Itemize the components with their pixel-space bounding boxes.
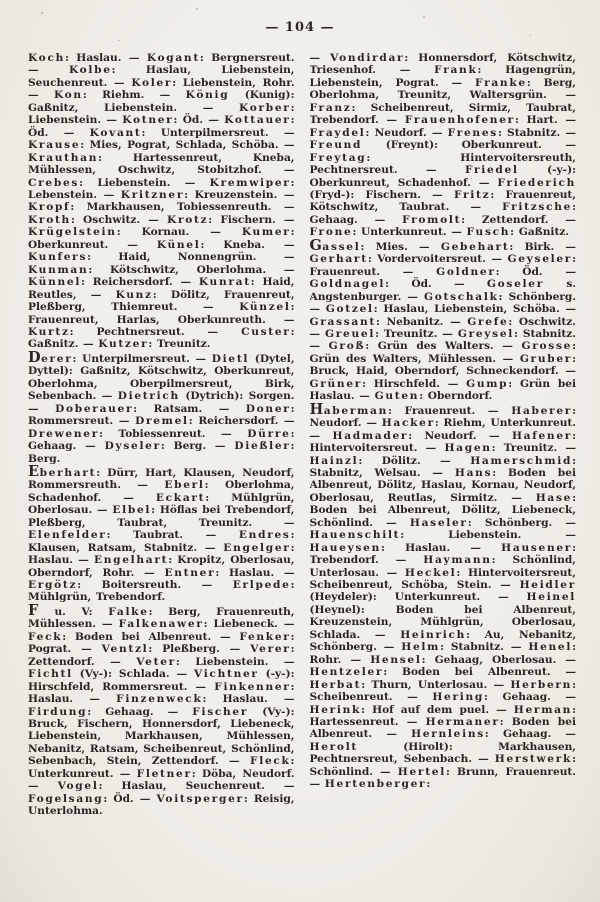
entry-text: : Grün des Walters. — xyxy=(365,340,522,353)
right-column xyxy=(310,52,577,894)
entry-text: : Kneba. — xyxy=(200,238,295,251)
entry-text: : Frauenreut. — xyxy=(387,404,512,417)
entry-text: : Reisig, Unterlohma. xyxy=(28,792,295,818)
surname: Herink xyxy=(309,703,362,716)
surname: Dürre xyxy=(247,427,291,440)
entry-text: : Boden bei Albenreut, Dölitz, Haslau, Kornau, Neudorf, Oberlosau, Reutlas, Sirmitz. — xyxy=(309,466,576,504)
surname: Drewener xyxy=(28,427,99,440)
entry-text: : Boden bei Albenreut. — xyxy=(62,630,240,643)
entry-text: : Mühlgrün, Oberlosau. — xyxy=(28,491,295,517)
surname: Falkenawer xyxy=(118,618,204,631)
surname: Fritz xyxy=(453,188,491,201)
surname: Gump xyxy=(466,377,509,390)
entry-text: : Öd. — xyxy=(495,265,576,278)
entry-text: : Dölitz. — xyxy=(358,454,471,467)
entry-text: : Haslau. — xyxy=(215,566,295,579)
entry-text: : Klausen, Ratsam, Stabnitz. — xyxy=(28,529,295,554)
entry-text: s. Angstenburger. — xyxy=(309,278,576,303)
surname: Entner xyxy=(164,566,216,579)
surname: Greuel xyxy=(325,327,376,340)
surname: Finzenweck xyxy=(116,693,203,706)
entry-text: : Öd. — xyxy=(103,792,157,805)
surname: Hagen xyxy=(444,442,492,455)
surname: Freytag xyxy=(309,151,367,164)
entry-text: (Freynt): Oberkunreut. — xyxy=(362,139,576,152)
surname: Hering xyxy=(432,691,484,704)
scan-speckle xyxy=(423,16,425,18)
surname: Heidler xyxy=(519,579,576,592)
surname: Dietrich xyxy=(117,390,180,403)
entry-text: : Kropitz, Oberlosau, Oberndorf, Rohr. — xyxy=(28,554,295,579)
entry-text: : Boden bei Albenreut. — xyxy=(383,666,576,679)
surname: Kogant xyxy=(146,52,200,64)
entry-text: (Dytrich): Sorgen. — xyxy=(28,390,295,415)
index-paragraph xyxy=(309,236,577,403)
surname: Ergötz xyxy=(28,579,78,592)
entry-text: : Stabnitz, Welsau. — xyxy=(309,454,576,479)
entry-text: : Haslau. — xyxy=(380,541,502,554)
surname: Heckel xyxy=(404,566,457,579)
entry-text: : Treunitz. — xyxy=(491,442,576,455)
surname: Falke xyxy=(108,605,149,618)
surname: Freund xyxy=(309,139,363,152)
surname: Kunrat xyxy=(198,276,251,289)
entry-text: : Oberndorf. xyxy=(419,390,493,403)
surname: Goseler xyxy=(486,278,544,291)
surname: Krauthan xyxy=(28,151,99,164)
surname: Eckart xyxy=(155,491,206,504)
surname: Kurtz xyxy=(28,325,70,338)
surname: Hase xyxy=(535,491,573,504)
entry-text: : Dürr, Hart, Klausen, Neudorf, Rommersreuth. — xyxy=(28,466,295,492)
entry-text: : Zettendorf. — xyxy=(28,643,295,668)
surname: Doner xyxy=(245,402,291,415)
surname: Kropf xyxy=(28,201,71,214)
surname: Dyseler xyxy=(104,440,161,453)
surname: Kremwiper xyxy=(209,176,291,189)
entry-text: (Kunig): Gaßnitz, Liebenstein. — xyxy=(28,89,295,114)
surname: Kunman xyxy=(28,263,89,276)
surname: Frone xyxy=(309,226,353,239)
entry-text: : Haid, Reutles, — xyxy=(28,276,295,301)
entry-text: : Neudorf. — xyxy=(408,429,512,442)
entry-text: : Gehaag. — xyxy=(28,427,295,453)
surname: Engelhart xyxy=(93,554,169,567)
surname: Kotner xyxy=(122,114,174,127)
entry-text: : Scheibenreut. — xyxy=(309,678,576,704)
surname: Elbel xyxy=(112,504,152,517)
surname: Erlpede xyxy=(232,579,291,592)
surname: Hafener xyxy=(511,429,573,442)
entry-text: : Hintervoitersreut. — xyxy=(309,429,576,455)
entry-text: (Vy-): Bruck, Fischern, Honnersdorf, Liebeneck, Liebenstein, Markhausen, Mühlessen, Nebanitz, Ratsam, Scheibenreut, Schönlind, Sebenbach, Stein, Zettendorf. — xyxy=(28,705,295,768)
entry-text: : Berg, Frauenreuth, Mühlessen. — xyxy=(28,605,295,631)
entry-text: : Unterpilmersreut. — xyxy=(72,352,212,365)
entry-text: : Rommersreut. — xyxy=(28,402,295,428)
surname: Vondirdar xyxy=(330,52,405,64)
section-initial: H xyxy=(309,400,324,418)
surname: Firdung xyxy=(28,705,88,718)
entry-text: : Lebenstein. — xyxy=(28,176,295,201)
entry-text: : Frauenreut. — xyxy=(309,253,576,278)
entry-text: : Gehaag. — xyxy=(309,201,576,226)
entry-text: : Hartessenreut. — xyxy=(309,703,576,729)
surname: Krotz xyxy=(167,213,209,226)
surname: Kolbe xyxy=(68,64,112,77)
entry-text: : Berg, Oberlohma, Treunitz, Waltersgrün. — xyxy=(309,76,576,102)
entry-text: : Reichersdorf. — xyxy=(81,276,199,289)
entry-text: : Boden bei Albenreut, Dölitz, Liebeneck, Schönlind. — xyxy=(309,491,576,529)
entry-text: : Kreuzenstein. — xyxy=(184,188,295,201)
entry-text: : Au, Nebanitz, Schönberg. — xyxy=(309,628,576,654)
entry-text: : Hart. — xyxy=(514,114,576,127)
entry-text: (Dytel, Dyttel): Gaßnitz, Kötschwitz, Oberkunreut, Oberlohma, Oberpilmersreut, Birk, Sebenbach. — xyxy=(28,352,295,403)
entry-text: : Mies. — xyxy=(360,240,441,253)
surname: Frauenhofener xyxy=(404,114,515,127)
surname: Finkenner xyxy=(214,680,291,693)
surname: Haueysen xyxy=(309,541,381,554)
entry-text: : Neudorf. — xyxy=(309,404,576,430)
entry-text: : Gaßnitz. — xyxy=(28,325,295,351)
entry-text: : Brunn, Frauenreut. — xyxy=(309,765,576,791)
surname: Kroth xyxy=(28,213,71,226)
surname: Engelger xyxy=(223,541,291,554)
surname: Goldner xyxy=(436,265,496,278)
surname: Fenker xyxy=(239,630,291,643)
entry-text: : Hintervoitersreuth, Pechtnersreut. — xyxy=(309,151,576,177)
entry-text: : Haid, Nonnengrün. — xyxy=(87,251,295,264)
entry-text: : Oschwitz. — xyxy=(309,315,576,340)
entry-text: — xyxy=(309,52,331,64)
entry-text: : Öd. — xyxy=(28,114,295,139)
surname: Koch xyxy=(28,52,65,64)
entry-text: : Hof auf dem puel. — xyxy=(361,703,514,716)
entry-text: : Ratsam. — xyxy=(133,402,246,415)
surname: Herbern xyxy=(510,678,573,691)
surname: Veter xyxy=(136,655,176,668)
entry-text: : Liebenstein. — xyxy=(28,101,295,127)
entry-text: : Markhausen, Tobiessenreuth. — xyxy=(70,201,295,214)
surname: Gebehart xyxy=(440,240,510,253)
entry-text: : Pograt. — xyxy=(28,630,295,656)
entry-text: : Grün des Walters, Mühlessen. — xyxy=(309,340,576,365)
entry-text: : Boden bei Albenreut. — xyxy=(309,716,576,741)
entry-text: : Schönberg. — xyxy=(309,290,576,316)
surname: Verer xyxy=(250,643,291,656)
surname: Geyseler xyxy=(507,253,573,266)
surname: Grosse xyxy=(521,340,573,353)
entry-text: (Heynel): Boden bei Albenreut, Kreuzenstein, Mühlgrün, Oberlosau, Schlada. — xyxy=(309,603,576,641)
surname: Haymann xyxy=(423,554,492,567)
entry-text: : Liebeneck. — xyxy=(203,618,295,631)
scan-speckle xyxy=(196,8,198,10)
two-column-text-block xyxy=(28,52,576,894)
surname: Krause xyxy=(28,139,81,152)
surname: Kunz xyxy=(115,288,153,301)
surname: Endres xyxy=(238,529,291,542)
surname: Doberauer xyxy=(55,402,134,415)
surname: Hentzeler xyxy=(309,666,384,679)
surname: Fichtl xyxy=(28,668,73,681)
index-paragraph xyxy=(310,52,577,239)
surname: Fraydel xyxy=(309,126,366,139)
entry-text: : Stabnitz. — xyxy=(309,327,576,353)
surname: Franz xyxy=(309,101,352,114)
entry-text: : Stabnitz. — xyxy=(497,126,576,139)
surname: Fritzsche xyxy=(502,201,573,214)
entry-text: : Gehaag. — xyxy=(484,728,576,741)
entry-text: : Grün bei Haslau. — xyxy=(309,377,576,403)
entry-text: : Kornau. — xyxy=(116,226,242,239)
left-column xyxy=(28,52,295,894)
surname: erer xyxy=(41,352,73,365)
entry-text: : Riehm. — xyxy=(82,89,186,102)
surname: Korber xyxy=(239,101,291,114)
entry-text: : Unterpilmersreut. — xyxy=(141,126,295,139)
surname: Friederich xyxy=(497,176,576,189)
surname: Goldnagel xyxy=(309,278,386,291)
entry-text: : Höflas bei Trebendorf, Pleßberg, Taubrat, Treunitz. — xyxy=(28,504,295,529)
surname: Fleck xyxy=(250,755,291,768)
entry-text: : Berg. xyxy=(28,440,295,465)
surname: Voitsperger xyxy=(156,792,244,805)
entry-text: : Haslau. — xyxy=(28,680,295,706)
entry-text: : Oschwitz. — xyxy=(70,213,168,226)
entry-text: : Liebenstein. — xyxy=(400,529,576,542)
surname: Kottauer xyxy=(224,114,291,127)
entry-text: : Öd. — xyxy=(173,114,225,127)
entry-text: : Riehm, Unterkunreut. — xyxy=(309,417,576,442)
surname: aberman xyxy=(323,404,388,417)
surname: Gruber xyxy=(519,352,573,365)
surname: Hamerschmid xyxy=(470,454,573,467)
surname: Henel xyxy=(528,641,573,654)
entry-text: (Fryd-): Fischern. — xyxy=(309,188,454,201)
surname: Künzel xyxy=(239,301,291,314)
surname: Eberl xyxy=(164,479,205,492)
surname: Groß xyxy=(328,340,366,353)
surname: Haseler xyxy=(409,516,468,529)
entry-text: : Fischern. — xyxy=(208,213,295,226)
entry-text: : Haslau, Liebenstein, Schöba. — xyxy=(373,303,576,316)
surname: Ventzl xyxy=(101,643,149,656)
entry-text: (Heydeler): Unterkunreut. — xyxy=(309,591,527,604)
surname: Custer xyxy=(241,325,291,338)
entry-text: : Pleßberg. — xyxy=(148,643,251,656)
entry-text: : Gehaag. — xyxy=(483,691,576,704)
entry-text: : Liebenstein, Rohr. — xyxy=(28,76,295,102)
entry-text: : Unterkunreut. — xyxy=(28,755,295,780)
section-initial: E xyxy=(28,462,40,480)
surname: Gotschalk xyxy=(423,290,499,303)
surname: Hertel xyxy=(397,765,446,778)
entry-text: (Vy-): Schlada. — xyxy=(72,668,194,681)
entry-text: : Birk. — xyxy=(509,240,576,253)
entry-text: : Haslau, Seuchenreut. — xyxy=(98,780,295,793)
surname: Fromolt xyxy=(402,213,462,226)
surname: assel xyxy=(322,240,361,253)
entry-text: : Berg. — xyxy=(160,440,235,453)
surname: Hacker xyxy=(381,417,435,430)
surname: Franke xyxy=(475,76,527,89)
surname: Grefe xyxy=(467,315,509,328)
surname: König xyxy=(185,89,230,102)
surname: Grüner xyxy=(309,377,363,390)
surname: Kunfers xyxy=(28,251,88,264)
surname: Herman xyxy=(513,703,573,716)
entry-text: : Unterkunreut. — xyxy=(352,226,467,239)
entry-text: : Treunitz. — xyxy=(375,327,458,340)
entry-text: : Mühlgrün, Trebendorf. xyxy=(28,579,295,604)
entry-text: : Gehaag, Oberlosau. — xyxy=(421,653,576,666)
entry-text: : Kötschwitz, Oberlohma. — xyxy=(88,263,295,276)
surname: Crebes xyxy=(28,176,80,189)
entry-text: (Hirolt): Markhausen, Pechtnersreut, Sebenbach. — xyxy=(309,740,576,766)
entry-text: (-y-): Hirschfeld, Rommersreut. — xyxy=(28,668,295,693)
surname: Guten xyxy=(374,390,420,403)
entry-text: : Schönlind. — xyxy=(309,753,576,778)
surname: Hadmader xyxy=(332,429,409,442)
scan-speckle xyxy=(41,12,43,14)
entry-text: u. V: xyxy=(38,605,109,618)
entry-text: : Vordervoitersreut. — xyxy=(367,253,508,266)
index-paragraph xyxy=(28,601,295,818)
entry-text: : Tobiessenreut. — xyxy=(99,427,248,440)
entry-text: : Pechtnersreut. — xyxy=(69,325,242,338)
entry-text: : Taubrat. — xyxy=(106,529,239,542)
entry-text: : Gehaag. — xyxy=(87,705,193,718)
surname: Herstwerk xyxy=(494,753,573,766)
surname: Vichtner xyxy=(193,668,259,681)
surname: Hainzl xyxy=(309,454,359,467)
section-initial: F xyxy=(28,601,39,619)
surname: Koler xyxy=(131,76,173,89)
surname: berhart xyxy=(39,466,97,479)
surname: Dremel xyxy=(135,415,189,428)
page-number: — 104 — xyxy=(265,20,335,35)
entry-text: : Öd. — xyxy=(385,278,487,291)
entry-text: : Boitersreuth. — xyxy=(77,579,233,592)
surname: Gerhart xyxy=(309,253,368,266)
surname: Kritzner xyxy=(120,188,185,201)
surname: Vogel xyxy=(57,780,99,793)
surname: Fusch xyxy=(466,226,511,239)
section-initial: D xyxy=(28,348,42,366)
entry-text: : Oberlohma, Schadenhof. — xyxy=(28,479,295,504)
surname: Hertenberger xyxy=(324,778,427,791)
entry-text: : Hagengrün, Liebenstein, Pograt. — xyxy=(309,64,576,89)
surname: Fischer xyxy=(192,705,249,718)
index-paragraph xyxy=(28,52,295,351)
entry-text: : Mies, Pograt, Schlada, Schöba. — xyxy=(80,139,295,152)
entry-text: : Treunitz. xyxy=(148,338,211,351)
surname: Kumer xyxy=(241,226,291,239)
entry-text: : Hintervoitersreut, Scheibenreut, Schöba, Stein. — xyxy=(309,566,576,592)
surname: Kovant xyxy=(89,126,142,139)
index-paragraph xyxy=(28,462,295,604)
surname: Hernleins xyxy=(411,728,485,741)
surname: Herolt xyxy=(309,740,359,753)
entry-text: : Liebenstein. — xyxy=(175,655,295,668)
surname: Greysel xyxy=(457,327,514,340)
entry-text: : Haslau, Liebenstein, Seuchenreut. — xyxy=(28,64,295,89)
surname: Dietl xyxy=(211,352,250,365)
surname: Gotzel xyxy=(325,303,374,316)
surname: Künnel xyxy=(28,276,82,289)
entry-text: : Hirschfeld. — xyxy=(362,377,467,390)
surname: Friedel xyxy=(464,164,519,177)
surname: Hausener xyxy=(501,541,573,554)
index-paragraph xyxy=(309,400,577,791)
surname: Frank xyxy=(434,64,478,77)
surname: Fletner xyxy=(136,767,192,780)
scan-speckle xyxy=(530,34,531,36)
entry-text: (-y-): Oberkunreut, Schadenhof. — xyxy=(309,164,576,189)
surname: Hermaner xyxy=(425,716,500,729)
surname: Krügelstein xyxy=(28,226,117,239)
surname: Grassant xyxy=(309,315,376,328)
entry-text: : Trebendorf. — xyxy=(309,541,576,567)
surname: Heinel xyxy=(526,591,576,604)
entry-text: : Gaßnitz. xyxy=(510,226,570,239)
surname: Helm xyxy=(401,641,441,654)
index-paragraph xyxy=(28,348,295,465)
entry-text: : xyxy=(426,778,431,791)
entry-text: : Zettendorf. — xyxy=(461,213,576,226)
entry-text: : Rohr. — xyxy=(309,641,576,666)
entry-text: : Neudorf. — xyxy=(365,126,448,139)
entry-text: : Thurn, Unterlosau. — xyxy=(361,678,511,691)
surname: Hensel xyxy=(370,653,422,666)
surname: Künel xyxy=(156,238,201,251)
entry-text: : Haslau. — xyxy=(202,693,295,706)
surname: Heinrich xyxy=(400,628,467,641)
entry-text: : Döba, Neudorf. — xyxy=(28,767,295,793)
surname: Haberer xyxy=(511,404,573,417)
entry-text: : Bruck, Haid, Oberndorf, Schneckendorf. — xyxy=(309,352,576,378)
surname: Dießler xyxy=(234,440,291,453)
surname: Kutzer xyxy=(98,338,149,351)
entry-text: : Stabnitz. — xyxy=(440,641,529,654)
entry-text: : Schönlind, Unterlosau. — xyxy=(309,554,576,579)
entry-text: : Schönberg. — xyxy=(467,516,576,529)
entry-text: : Dölitz, Frauenreut, Pleßberg, Thiemreut. — xyxy=(28,288,295,314)
surname: Kon xyxy=(53,89,83,102)
surname: Hans xyxy=(454,466,493,479)
entry-text: : Honnersdorf, Kötschwitz, Triesenhof. — xyxy=(309,52,576,77)
entry-text: : Scheibenreut, Sirmiz, Taubrat, Trebendorf. — xyxy=(309,101,576,127)
entry-text: : Nebanitz. — xyxy=(375,315,468,328)
entry-text: : Liebenstein. — xyxy=(79,176,210,189)
surname: Elenfelder xyxy=(28,529,107,542)
scan-speckle xyxy=(118,40,120,41)
entry-text: : Oberkunreut. — xyxy=(28,226,295,251)
surname: Frenes xyxy=(447,126,498,139)
surname: Feck xyxy=(28,630,63,643)
entry-text: : Bergnersreut. — xyxy=(28,52,295,77)
surname: Herbat xyxy=(309,678,362,691)
surname: Fogelsang xyxy=(28,792,104,805)
entry-text: : Frauenreut, Kötschwitz, Taubrat. — xyxy=(309,188,576,214)
entry-text: : Haslau. — xyxy=(65,52,147,64)
surname: Hauenschilt xyxy=(309,529,401,542)
entry-text: : Haslau. — xyxy=(28,541,295,567)
section-initial: G xyxy=(309,236,323,254)
entry-text: : Hartessenreut, Kneba, Mühlessen, Oschwitz, Stobitzhof. — xyxy=(28,151,295,177)
entry-text: : Reichersdorf. — xyxy=(188,415,295,428)
entry-text: : Frauenreut, Harlas, Oberkunreuth. — xyxy=(28,301,295,326)
